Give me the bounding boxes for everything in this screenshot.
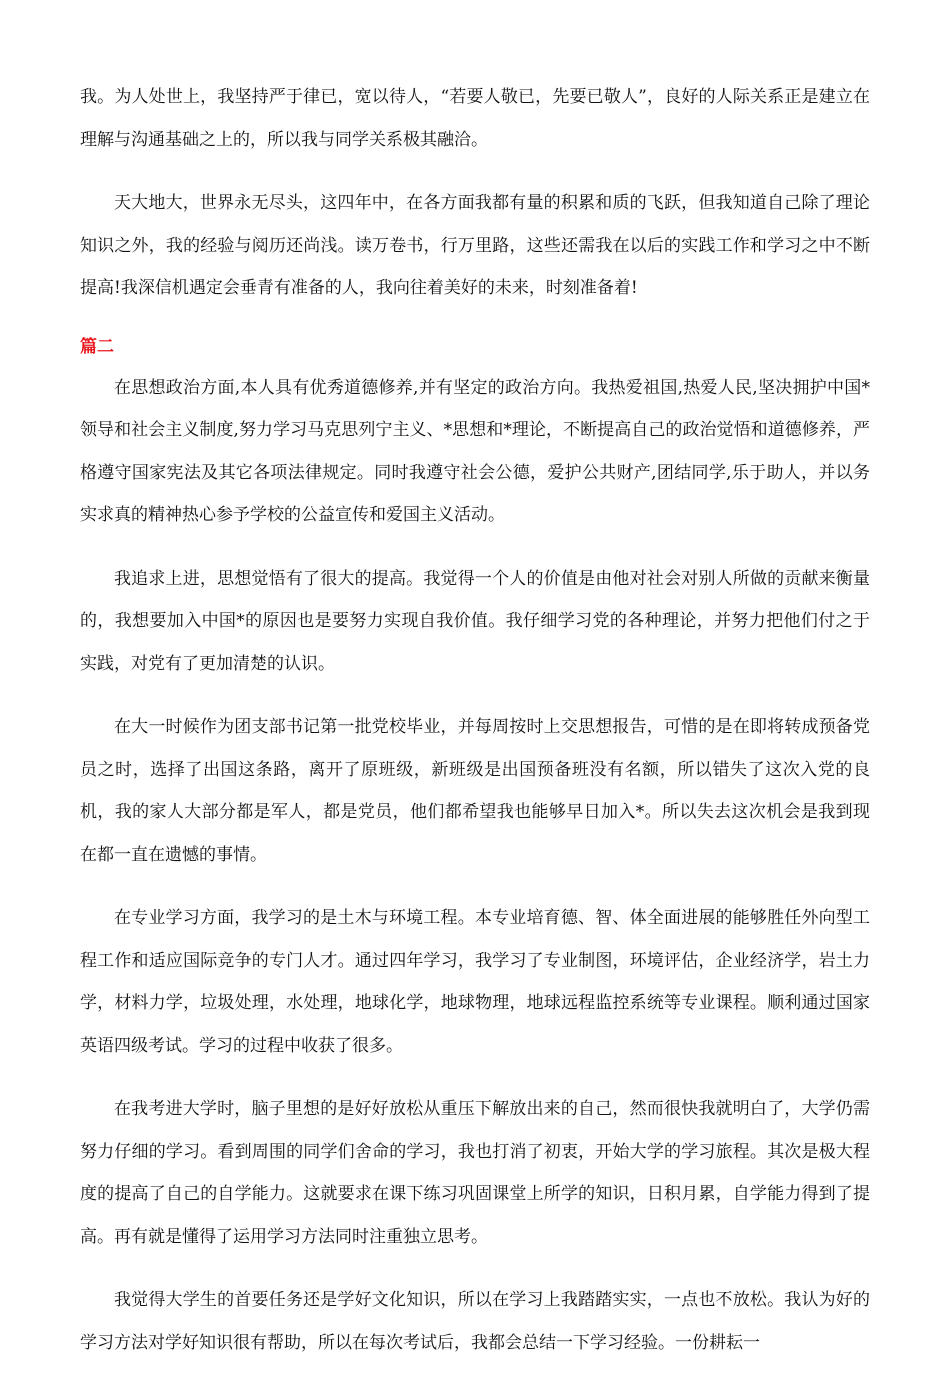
- section-paragraph-5: 在我考进大学时，脑子里想的是好好放松从重压下解放出来的自己，然而很快我就明白了，大学仍需努力仔细的学习。看到周围的同学们舍命的学习，我也打消了初衷，开始大学的学习旅程。其次是极大程度的提高了自己的自学能力。这就要求在课下练习巩固课堂上所学的知识，日积月累，自学能力得到了提高。再有就是懂得了运用学习方法同时注重独立思考。: [80, 1099, 870, 1247]
- section-paragraph-6: 我觉得大学生的首要任务还是学好文化知识，所以在学习上我踏踏实实，一点也不放松。我认为好的学习方法对学好知识很有帮助，所以在每次考试后，我都会总结一下学习经验。一份耕耘一: [80, 1290, 870, 1353]
- section-paragraph-4: 在专业学习方面，我学习的是土木与环境工程。本专业培育德、智、体全面进展的能够胜任外向型工程工作和适应国际竞争的专门人才。通过四年学习，我学习了专业制图，环境评估，企业经济学，岩土力学，材料力学，垃圾处理，水处理，地球化学，地球物理，地球远程监控系统等专业课程。顺利通过国家英语四级考试。学习的过程中收获了很多。: [80, 908, 870, 1056]
- document-body: [80, 76, 870, 1385]
- section-paragraph-2: 我追求上进，思想觉悟有了很大的提高。我觉得一个人的价值是由他对社会对别人所做的贡献来衡量的，我想要加入中国*的原因也是要努力实现自我价值。我仔细学习党的各种理论，并努力把他们付之于实践，对党有了更加清楚的认识。: [80, 568, 870, 674]
- closing-paragraph: 天大地大，世界永无尽头，这四年中，在各方面我都有量的积累和质的飞跃，但我知道自己除了理论知识之外，我的经验与阅历还尚浅。读万卷书，行万里路，这些还需我在以后的实践工作和学习之中不断提高!我深信机遇定会垂青有准备的人，我向往着美好的未来，时刻准备着!: [80, 193, 870, 298]
- continuation-paragraph: 我。为人处世上，我坚持严于律已，宽以待人，“若要人敬已，先要已敬人”，良好的人际关系正是建立在理解与沟通基础之上的，所以我与同学关系极其融洽。: [80, 87, 870, 150]
- section-paragraph-1: 在思想政治方面,本人具有优秀道德修养,并有坚定的政治方向。我热爱祖国,热爱人民,坚决拥护中国*领导和社会主义制度,努力学习马克思列宁主义、*思想和*理论，不断提高自己的政治觉悟和道德修养，严格遵守国家宪法及其它各项法律规定。同时我遵守社会公德，爱护公共财产,团结同学,乐于助人，并以务实求真的精神热心参予学校的公益宣传和爱国主义活动。: [80, 377, 870, 525]
- section-paragraph-3: 在大一时候作为团支部书记第一批党校毕业，并每周按时上交思想报告，可惜的是在即将转成预备党员之时，选择了出国这条路，离开了原班级，新班级是出国预备班没有名额，所以错失了这次入党的良机，我的家人大部分都是军人，都是党员，他们都希望我也能够早日加入*。所以失去这次机会是我到现在都一直在遗憾的事情。: [80, 717, 870, 865]
- section-heading: 篇二: [80, 336, 114, 357]
